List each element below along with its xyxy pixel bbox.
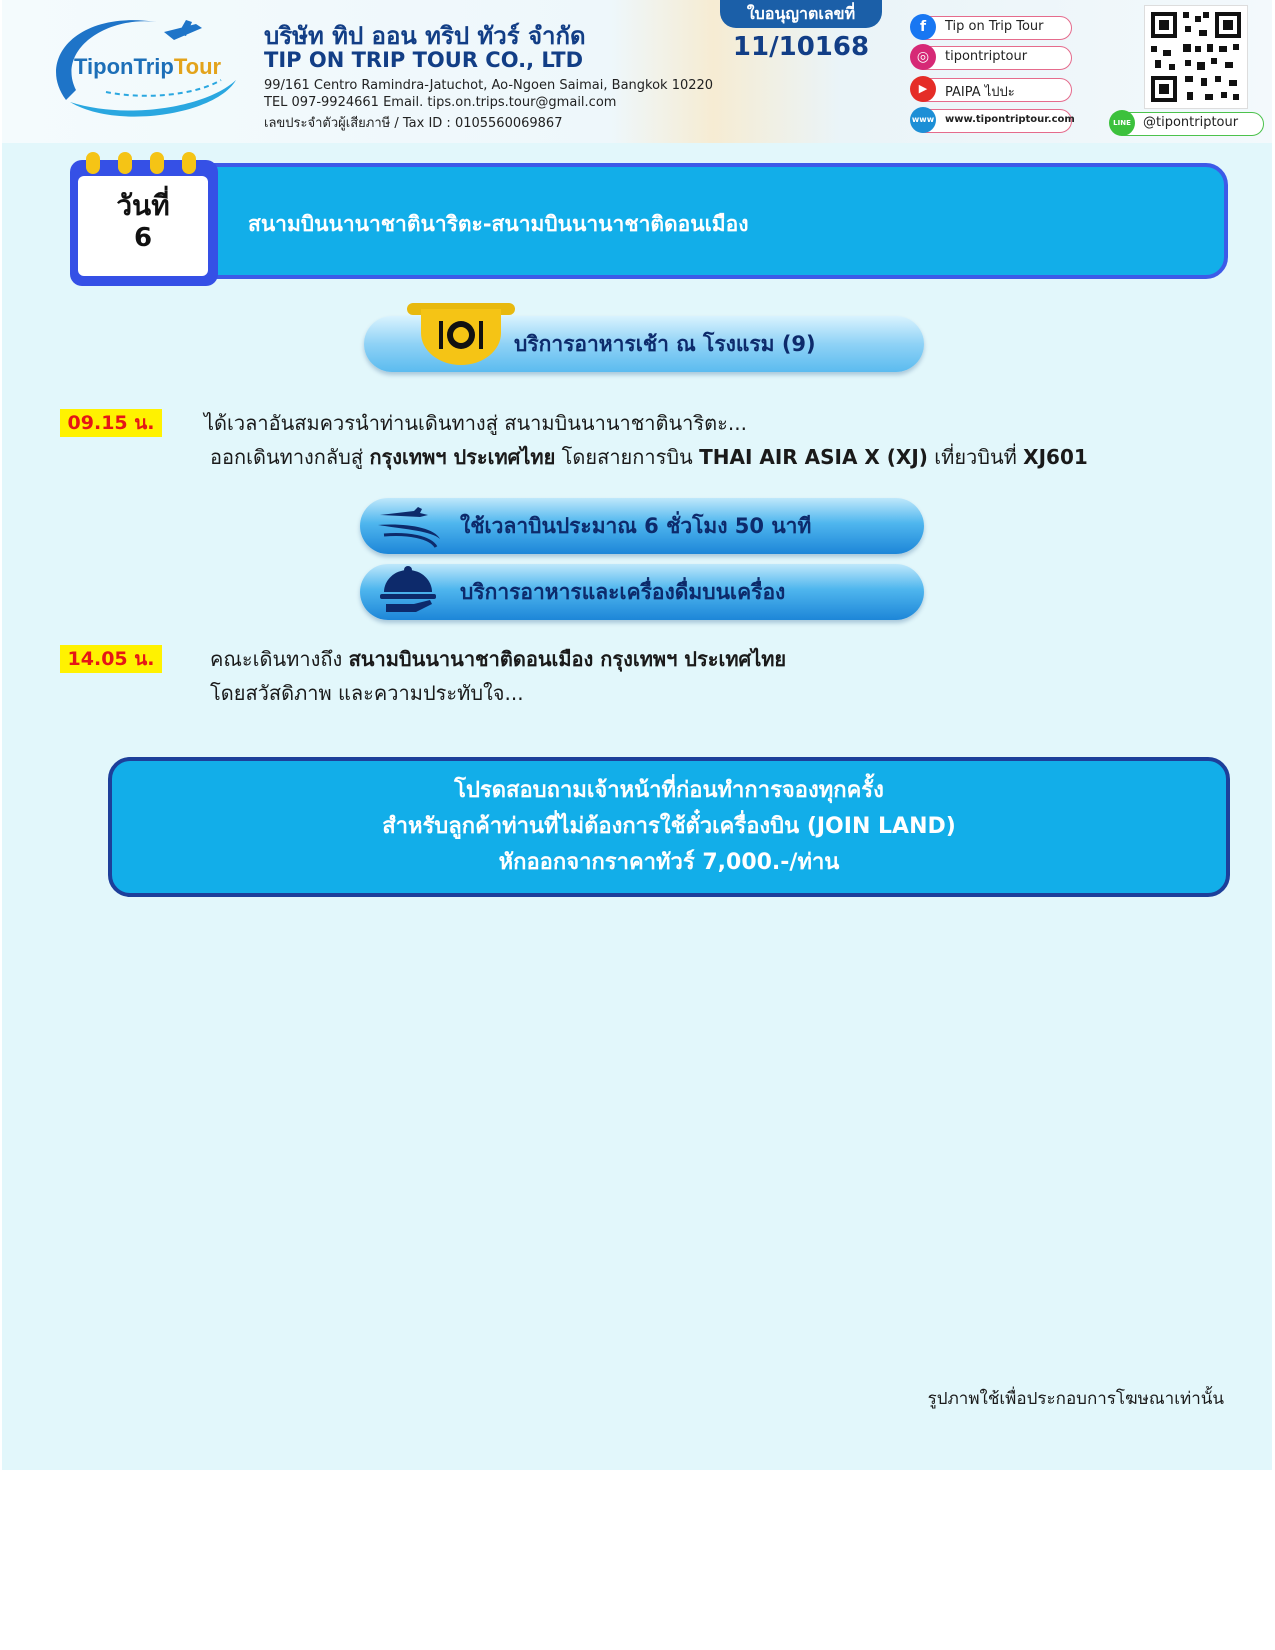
youtube-icon: ▶	[910, 76, 936, 102]
schedule-text: ได้เวลาอันสมควรนำท่านเดินทางสู่ สนามบินนานาชาตินาริตะ...	[204, 411, 747, 435]
company-address: 99/161 Centro Ramindra-Jatuchot, Ao-Ngoen Saimai, Bangkok 10220	[264, 78, 714, 93]
food-cloche-icon	[374, 562, 444, 618]
notice-line: โปรดสอบถามเจ้าหน้าที่ก่อนทำการจองทุกครั้ง	[454, 778, 884, 803]
company-logo	[46, 10, 246, 122]
company-contact: TEL 097-9924661 Email. tips.on.trips.tour@gmail.com	[264, 95, 617, 110]
calendar-ring	[182, 152, 196, 174]
day-number: 6	[133, 223, 153, 253]
social-facebook[interactable]: f Tip on Trip Tour	[912, 16, 1072, 40]
line-icon: LINE	[1109, 110, 1135, 136]
social-instagram[interactable]: ◎ tipontriptour	[912, 46, 1072, 70]
schedule-text: คณะเดินทางถึง สนามบินนานาชาติดอนเมือง กรุงเทพฯ ประเทศไทย	[210, 647, 787, 671]
social-line[interactable]: LINE @tipontriptour	[1112, 112, 1264, 136]
image-disclaimer: รูปภาพใช้เพื่อประกอบการโฆษณาเท่านั้น	[927, 1389, 1224, 1409]
calendar-icon	[70, 160, 218, 286]
page	[2, 0, 1272, 1470]
schedule-time: 14.05 น.	[60, 645, 162, 673]
logo-text: TiponTripTour	[74, 54, 222, 79]
breakfast-label: บริการอาหารเช้า ณ โรงแรม (9)	[514, 332, 816, 356]
meal-onboard-label: บริการอาหารและเครื่องดื่มบนเครื่อง	[460, 580, 786, 604]
company-name-thai: บริษัท ทิป ออน ทริป ทัวร์ จำกัด	[264, 22, 586, 50]
join-land-notice	[108, 757, 1230, 897]
flight-time-label: ใช้เวลาบินประมาณ 6 ชั่วโมง 50 นาที	[460, 514, 812, 538]
instagram-icon: ◎	[910, 44, 936, 70]
company-name-english: TIP ON TRIP TOUR CO., LTD	[264, 48, 584, 72]
schedule-time: 09.15 น.	[60, 409, 162, 437]
social-website[interactable]: www www.tipontriptour.com	[912, 109, 1072, 133]
calendar-ring	[150, 152, 164, 174]
qr-code-graphic	[1145, 6, 1247, 108]
meal-onboard-pill	[360, 564, 924, 620]
qr-code[interactable]	[1144, 5, 1248, 109]
facebook-icon: f	[910, 14, 936, 40]
website-icon: www	[910, 107, 936, 133]
company-tax-id: เลขประจำตัวผู้เสียภาษี / Tax ID : 0105560069867	[264, 116, 563, 131]
notice-line: หักออกจากราคาทัวร์ 7,000.-/ท่าน	[498, 850, 840, 875]
license-label: ใบอนุญาตเลขที่	[720, 0, 882, 28]
schedule-text: โดยสวัสดิภาพ และความประทับใจ...	[210, 681, 524, 705]
plate-cutlery-icon	[407, 303, 515, 365]
calendar-ring	[86, 152, 100, 174]
schedule-text: ออกเดินทางกลับสู่ กรุงเทพฯ ประเทศไทย โดยสายการบิน THAI AIR ASIA X (XJ) เที่ยวบินที่ XJ601	[210, 445, 1088, 469]
airplane-icon	[374, 501, 444, 551]
day-route-title: สนามบินนานาชาตินาริตะ-สนามบินนานาชาติดอนเมือง	[248, 212, 749, 236]
header	[2, 0, 1272, 143]
day-label: วันที่	[116, 189, 170, 222]
license-number: 11/10168	[732, 32, 870, 62]
social-youtube[interactable]: ▶ PAIPA ไปปะ	[912, 78, 1072, 102]
notice-line: สำหรับลูกค้าท่านที่ไม่ต้องการใช้ตั๋วเครื่องบิน (JOIN LAND)	[382, 814, 956, 839]
calendar-ring	[118, 152, 132, 174]
flight-time-pill	[360, 498, 924, 554]
